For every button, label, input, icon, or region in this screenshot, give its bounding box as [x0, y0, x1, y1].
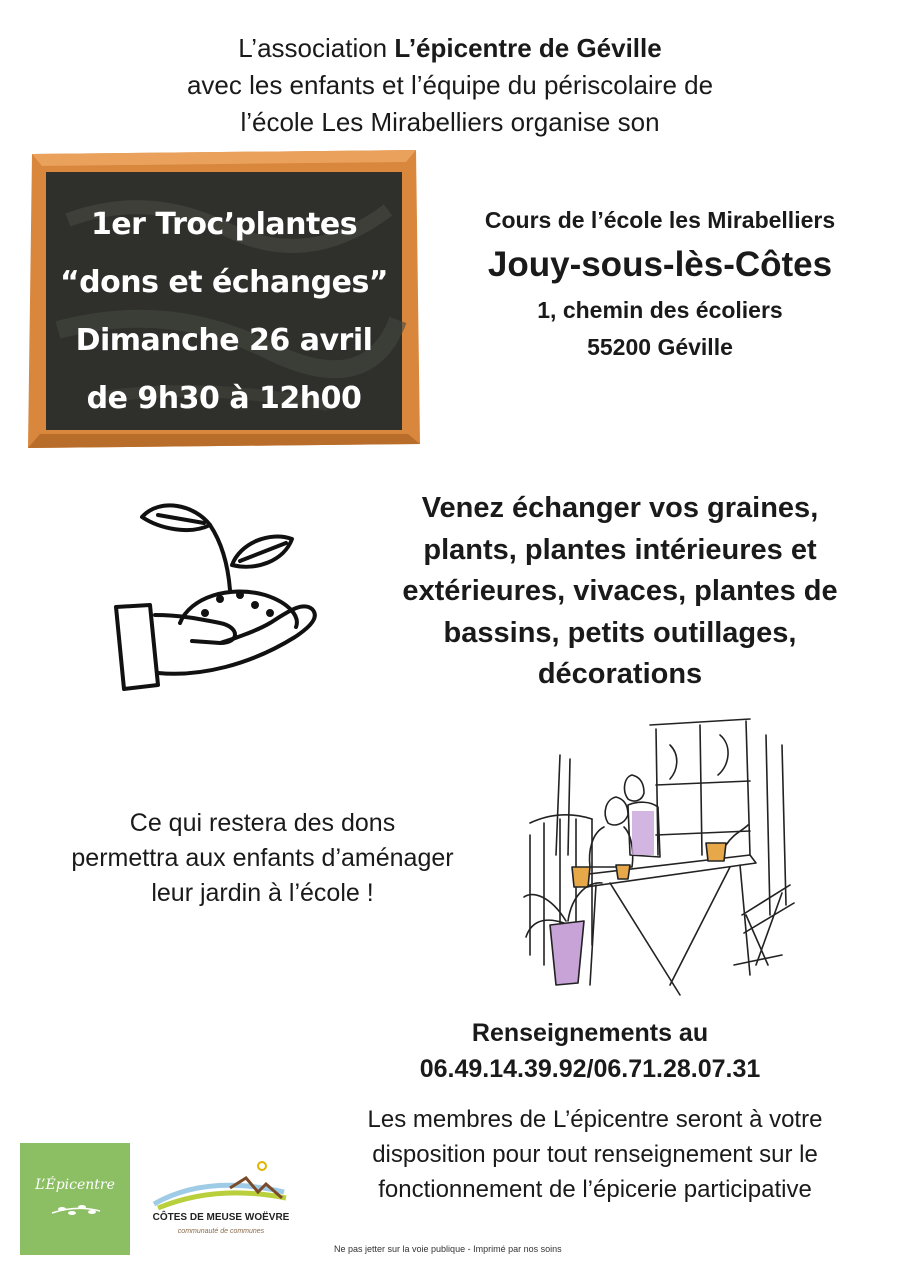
cdm-sub-text: communauté de communes — [177, 1228, 265, 1235]
intro-line-3: l’école Les Mirabelliers organise son — [240, 107, 660, 137]
garden-illustration — [520, 715, 810, 1005]
intro-line-2: avec les enfants et l’équipe du périscolaire de — [186, 70, 714, 100]
intro-prefix: L’association — [238, 33, 395, 63]
intro-text — [0, 30, 900, 141]
invite-line-5: décorations — [537, 658, 703, 690]
association-name: L’épicentre de Géville — [394, 33, 662, 63]
members-line-2: disposition pour tout renseignement sur le — [372, 1141, 818, 1168]
invite-text — [360, 488, 880, 696]
members-line-1: Les membres de L’épicentre seront à votre — [367, 1106, 823, 1133]
event-time: de 9h30 à 12h00 — [86, 381, 362, 416]
purpose-line-2: permettra aux enfants d’aménager — [71, 844, 454, 872]
members-line-3: fonctionnement de l’épicerie participative — [378, 1176, 812, 1203]
venue-street: 1, chemin des écoliers — [537, 297, 783, 323]
epicentre-logo — [20, 1143, 130, 1255]
invite-line-3: extérieures, vivaces, plantes de — [402, 575, 838, 607]
event-title: 1er Troc’plantes — [90, 207, 358, 242]
board-text — [38, 196, 410, 428]
board-frame-shadow — [28, 434, 420, 448]
venue-name: Cours de l’école les Mirabelliers — [484, 207, 836, 233]
donation-purpose-text — [20, 806, 505, 911]
venue-postal: 55200 Géville — [587, 334, 733, 360]
invite-line-1: Venez échanger vos graines, — [421, 492, 819, 524]
contact-label: Renseignements au — [471, 1019, 709, 1047]
contact-phones: 06.49.14.39.92/06.71.28.07.31 — [419, 1055, 761, 1083]
invite-line-2: plants, plantes intérieures et — [423, 533, 817, 566]
epicentre-logo-text: L’Épicentre — [35, 1177, 115, 1193]
hand-seedling-icon — [100, 495, 330, 695]
cdm-second-text: WOËVRE — [244, 1212, 290, 1223]
event-subtitle: “dons et échanges” — [59, 265, 389, 300]
cotes-de-meuse-logo — [146, 1158, 296, 1246]
contact-info — [380, 1015, 800, 1087]
members-text — [315, 1102, 875, 1207]
olive-branch-icon — [48, 1201, 104, 1219]
event-date: Dimanche 26 avril — [75, 323, 373, 358]
purpose-line-3: leur jardin à l’école ! — [151, 879, 374, 907]
venue-town: Jouy-sous-lès-Côtes — [487, 245, 833, 284]
purpose-line-1: Ce qui restera des dons — [129, 809, 396, 837]
event-address — [440, 202, 880, 366]
footer-note: Ne pas jetter sur la voie publique - Imprimé par nos soins — [334, 1244, 562, 1254]
cdm-main-text: CÔTES DE MEUSE — [152, 1212, 243, 1223]
cdm-landscape-icon — [146, 1158, 296, 1210]
invite-line-4: bassins, petits outillages, — [443, 616, 797, 649]
